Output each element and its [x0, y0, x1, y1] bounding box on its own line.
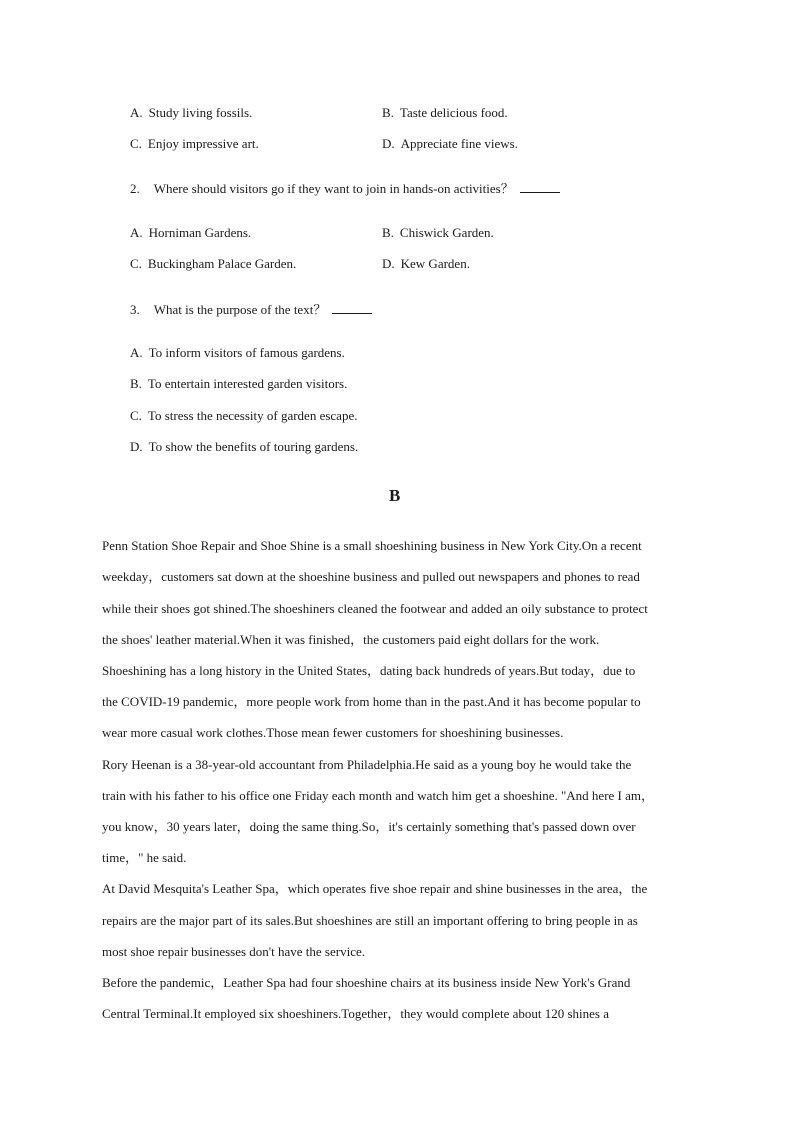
passage-line: time，" he said. [102, 850, 187, 865]
q3-option-d[interactable] [130, 439, 358, 455]
option-letter: D. [130, 439, 143, 454]
passage-line: Shoeshining has a long history in the United States，dating back hundreds of years.But today，due to [102, 663, 636, 678]
option-text: Enjoy impressive art. [147, 136, 259, 151]
q3-option-b[interactable] [130, 376, 347, 392]
answer-blank[interactable] [332, 301, 372, 314]
question-2 [130, 180, 560, 197]
passage-line: train with his father to his office one Friday each month and watch him get a shoeshine. "And here I am， [102, 788, 654, 803]
passage-line: Penn Station Shoe Repair and Shoe Shine is a small shoeshining business in New York City.On a recent [102, 538, 642, 553]
q3-option-c[interactable] [130, 408, 357, 424]
option-letter: A. [130, 225, 143, 240]
option-text: To inform visitors of famous gardens. [148, 345, 345, 360]
question-3 [130, 301, 372, 318]
passage-line: repairs are the major part of its sales.But shoeshines are still an important offering to bring people in as [102, 913, 638, 928]
option-letter: A. [130, 105, 143, 120]
passage-line: most shoe repair businesses don't have the service. [102, 944, 365, 959]
option-text: To entertain interested garden visitors. [147, 376, 348, 391]
q2-option-d[interactable] [382, 256, 470, 272]
option-text: Buckingham Palace Garden. [147, 256, 297, 271]
option-text: Horniman Gardens. [148, 225, 252, 240]
answer-blank[interactable] [520, 180, 560, 193]
question-text: Where should visitors go if they want to join in hands-on activities？ [153, 181, 514, 196]
option-text: Appreciate fine views. [400, 136, 518, 151]
option-text: Kew Garden. [400, 256, 470, 271]
option-letter: A. [130, 345, 143, 360]
question-number: 2. [130, 181, 140, 196]
passage-line: weekday，customers sat down at the shoeshine business and pulled out newspapers and phones to read [102, 569, 640, 584]
option-letter: B. [382, 225, 394, 240]
q1-option-b[interactable] [382, 105, 508, 121]
option-text: To show the benefits of touring gardens. [148, 439, 359, 454]
passage-line: the COVID-19 pandemic，more people work from home than in the past.And it has become popular to [102, 694, 641, 709]
option-letter: B. [130, 376, 142, 391]
option-letter: D. [382, 256, 395, 271]
option-text: To stress the necessity of garden escape. [147, 408, 358, 423]
question-text: What is the purpose of the text？ [153, 302, 327, 317]
q1-option-a[interactable] [130, 105, 252, 121]
option-letter: D. [382, 136, 395, 151]
option-letter: C. [130, 256, 142, 271]
passage-line: the shoes' leather material.When it was finished，the customers paid eight dollars for the work. [102, 632, 600, 647]
option-text: Chiswick Garden. [399, 225, 494, 240]
passage-line: you know，30 years later，doing the same thing.So，it's certainly something that's passed down over [102, 819, 636, 834]
option-text: Study living fossils. [148, 105, 253, 120]
option-letter: C. [130, 408, 142, 423]
option-text: Taste delicious food. [399, 105, 508, 120]
q2-option-c[interactable] [130, 256, 296, 272]
passage-line: Central Terminal.It employed six shoeshiners.Together，they would complete about 120 shines a [102, 1006, 609, 1021]
passage-line: while their shoes got shined.The shoeshiners cleaned the footwear and added an oily substance to protect [102, 601, 648, 616]
question-number: 3. [130, 302, 140, 317]
q2-option-a[interactable] [130, 225, 251, 241]
section-title: B [389, 486, 401, 505]
q3-option-a[interactable] [130, 345, 345, 361]
passage-line: Rory Heenan is a 38-year-old accountant from Philadelphia.He said as a young boy he would take the [102, 757, 632, 772]
passage-line: wear more casual work clothes.Those mean fewer customers for shoeshining businesses. [102, 725, 564, 740]
option-letter: B. [382, 105, 394, 120]
q2-option-b[interactable] [382, 225, 494, 241]
q1-option-d[interactable] [382, 136, 518, 152]
option-letter: C. [130, 136, 142, 151]
passage-line: Before the pandemic，Leather Spa had four shoeshine chairs at its business inside New York's Grand [102, 975, 631, 990]
passage-line: At David Mesquita's Leather Spa，which operates five shoe repair and shine businesses in the area，the [102, 881, 648, 896]
q1-option-c[interactable] [130, 136, 259, 152]
